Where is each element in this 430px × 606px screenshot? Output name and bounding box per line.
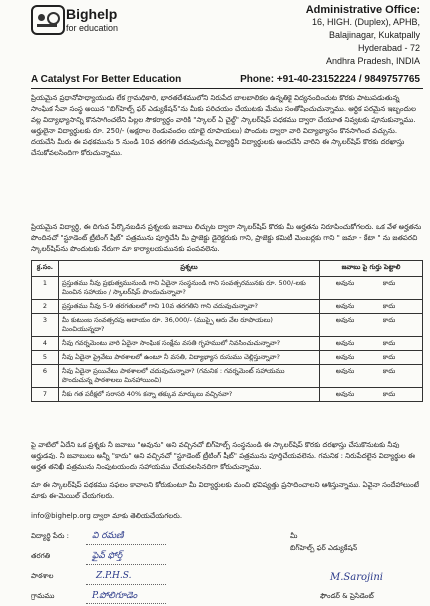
col-question-header: ప్రశ్నలు — [59, 261, 320, 277]
phone-number: Phone: +91-40-23152224 / 9849757765 — [240, 74, 420, 85]
org-label-name: బిగ్‌హెల్ప్ ఫర్ ఎడ్యుకేషన్ — [290, 544, 358, 552]
table-row — [32, 314, 423, 337]
answer-cell — [320, 300, 423, 314]
row-number: 1 — [32, 277, 59, 300]
address-line: Balajinagar, Kukatpally — [328, 30, 420, 40]
org-label-yours: మీ — [290, 532, 298, 540]
address-line: Andhra Pradesh, INDIA — [325, 56, 420, 66]
answer-yes[interactable]: అవును — [335, 279, 355, 287]
school-value[interactable]: Z.P.H.S. — [96, 571, 132, 581]
answer-cell — [320, 277, 423, 300]
office-title: Administrative Office: — [305, 4, 420, 16]
founder-signature: M.Sarojini — [330, 572, 383, 583]
email-line: info@bighelp.org ద్వారా మాకు తెలియచేయగలరు. — [31, 512, 183, 520]
answer-no[interactable]: కాదు — [382, 339, 396, 347]
village-line — [86, 603, 166, 604]
question-text: నీవు ఏదైనా ప్రయివేటు పాఠశాలలో చదువుచున్నావా? (గమనిక : గవర్నమెంట్ సహాయము పొందుచున్న పాఠశాలలు మినహాయించి) — [59, 365, 320, 388]
row-number: 4 — [32, 337, 59, 351]
col-answer-header: జవాబు పై గుర్తు పెట్టాలి — [320, 261, 423, 277]
answer-yes[interactable]: అవును — [335, 339, 355, 347]
class-value[interactable]: ఫైవ్ ఫోర్త్ — [92, 551, 123, 561]
answer-no[interactable]: కాదు — [382, 302, 396, 310]
address-line: Hyderabad - 72 — [357, 43, 420, 53]
student-name-value[interactable]: వి రమణి — [92, 531, 124, 541]
student-paragraph: ప్రియమైన విద్యార్థి, ఈ దిగువ పేర్కొనబడిన ప్రశ్నలకు జవాబు లిచ్చుట ద్వారా స్కాలర్‌షిప్ కొరకు మీ అర్హతను నిరూపించుకోగలరు. ఒక వేళ అర్హతను పొందినచో "స్టూడెంట్ ట్రీటింగ్ షీట్" పత్రమును పూర్తిచేసి మీ ప్రాజెక్టు డైరెక్టరుకు గాని, ప్రాజెక్టు కమిటీ మెంబర్లకు గాని " జమా - కేటా " ను జతపరచి స్కాలర్‌షిప్‌ను పొందుటకు నేరుగా మా కార్యాలయమునకు పంపవలెను. — [31, 223, 422, 253]
question-text: ప్రస్తుతము నీవు 5-9 తరగతులలో గాని 10వ తరగతిని గాని చదువుచున్నావా? — [59, 300, 320, 314]
tagline: A Catalyst For Better Education — [31, 74, 182, 85]
answer-cell — [320, 388, 423, 402]
answer-yes[interactable]: అవును — [335, 302, 355, 310]
answer-no[interactable]: కాదు — [382, 279, 396, 287]
table-row — [32, 388, 423, 402]
student-name-label: విద్యార్థి పేరు : — [31, 532, 69, 540]
village-value[interactable]: P.పోలిగూడెం — [92, 591, 138, 601]
eligibility-note: పై వాటిలో ఏదేని ఒక ప్రశ్నకు నీ జవాబు "అవును" అని వచ్చినచో బిగ్‌హెల్ప్ సంస్థనుండి ఈ స్కాలర్‌షిప్ కొరకు దరఖాస్తు చేసుకొనుటకు నీవు అర్హుడవు. నీ జవాబులు అన్నీ "కాదు" అని వచ్చినచో "స్టూడెంట్ ట్రీటింగ్ షీట్" పత్రమును పూర్తిచేయవలెను. గమనిక : నిరుపేదలైన విద్యార్థుల ఈ అర్హత తనిఖీ పత్రమును నింపుటయందు సహాయము చేయవలసినదిగా కోరుచున్నాము. — [31, 441, 415, 471]
answer-yes[interactable]: అవును — [335, 367, 355, 375]
answer-no[interactable]: కాదు — [382, 390, 396, 398]
question-text: నీకు గత పరీక్షలో సరాసరి 40% కన్నా తక్కువ మార్కులు వచ్చినవా? — [59, 388, 320, 402]
bighelp-logo-icon — [31, 5, 65, 35]
student-name-line — [86, 544, 166, 545]
answer-cell — [320, 365, 423, 388]
closing-paragraph: మా ఈ స్కాలర్‌షిప్ పథకము సఫలం కావాలని కోరుకుంటూ మీ విద్యార్థులకు మంచి భవిష్యత్తు ప్రసాదించాలని ఆశిస్తున్నాము. ఏవైనా సందేహాలుంటే మాకు ఈ-మెయిల్ చేయగలరు. — [31, 481, 420, 500]
table-row — [32, 277, 423, 300]
row-number: 2 — [32, 300, 59, 314]
question-text: మీ కుటుంబ సంవత్సరపు ఆదాయం రూ. 36,000/- (ముప్పై ఆరు వేల రూపాయలు) మించియున్నదా? — [59, 314, 320, 337]
answer-yes[interactable]: అవును — [335, 390, 355, 398]
answer-no[interactable]: కాదు — [382, 367, 396, 375]
header-divider — [31, 88, 423, 89]
intro-paragraph: ప్రియమైన ప్రధానోపాధ్యాయుడు లేక గ్రామధికారి, భారతదేశములోని నిరుపేద బాలబాలికల ఉన్నతికై విద్యనందించుట కొరకు పాటుపడుతున్న సాంఘిక సేవా సంస్థ అయిన "బిగ్‌హెల్ప్ ఫర్ ఎడ్యుకేషన్"ను మీకు పరిచయం చేయుటకు మేము సంతోషించుచున్నాము. ఆర్థిక పరమైన ఇబ్బందుల వల్ల విద్యాభ్యాసాన్ని కొనసాగించలేని పిల్లల సౌకర్యార్థం వారికి "స్కాలర్ ఏ చైల్డ్" స్కాలర్‌షిప్ పధకము ద్వారా చేయూత నివ్వటకు పూనుకున్నాము. అర్హులైనా విద్యార్థులకు రూ. 250/- (అక్షరాల రెండువందల యాభై రూపాయలు) పొందుట ద్వారా వారి విద్యాభ్యాసం కొనసాగించ వచ్చును. దయచేసి మీరు ఈ పథకమును 5 నుండి 10వ తరగతి చదువుచున్న విద్యార్థినీ విద్యార్థులకు అందచేసి వారిని ఈ స్కాలర్‌షిప్ కొరకు దరఖాస్తు చేసుకోవలసిందిగా కోరుచున్నాము. — [31, 94, 416, 157]
answer-no[interactable]: కాదు — [382, 316, 396, 324]
row-number: 3 — [32, 314, 59, 337]
col-sn-header: క్ర.సం. — [32, 261, 59, 277]
table-row — [32, 300, 423, 314]
answer-cell — [320, 337, 423, 351]
question-text: నీవు గవర్నమెంటు వారి ఏదైనా సాంఘిక సంక్షేమ వసతి గృహములో నివసించుచున్నావా? — [59, 337, 320, 351]
question-text: ప్రస్తుతము నీవు ప్రభుత్వమునుండి గాని ఏదైనా సంస్థనుండి గాని సంవత్సరమునకు రూ. 500/-లకు మించిన సహాయం / స్కాలర్‌షిప్ పొందుచున్నావా? — [59, 277, 320, 300]
eligibility-table — [31, 260, 423, 402]
row-number: 7 — [32, 388, 59, 402]
table-header-row — [32, 261, 423, 277]
row-number: 6 — [32, 365, 59, 388]
class-line — [86, 564, 166, 565]
office-address — [306, 4, 420, 68]
table-row — [32, 337, 423, 351]
school-line — [86, 584, 166, 585]
table-row — [32, 365, 423, 388]
answer-cell — [320, 314, 423, 337]
row-number: 5 — [32, 351, 59, 365]
village-label: గ్రామము — [31, 592, 55, 600]
brand-subtitle: for education — [66, 23, 119, 33]
answer-yes[interactable]: అవును — [335, 353, 355, 361]
brand-name: Bighelp — [66, 6, 118, 22]
address-line: 16, HIGH. (Duplex), APHB, — [311, 17, 420, 27]
answer-yes[interactable]: అవును — [335, 316, 355, 324]
answer-cell — [320, 351, 423, 365]
answer-no[interactable]: కాదు — [382, 353, 396, 361]
question-text: నీవు ఏదైనా ప్రైవేటు పాఠశాలలో ఉంటూ నీ వసతి, విద్యాభ్యాస రుసుము చెల్లిస్తున్నావా? — [59, 351, 320, 365]
school-label: పాఠశాల — [31, 572, 54, 580]
class-label: తరగతి — [31, 552, 51, 560]
founder-title: ఫౌండర్ & ప్రెసిడెంట్ — [320, 592, 374, 600]
table-row — [32, 351, 423, 365]
